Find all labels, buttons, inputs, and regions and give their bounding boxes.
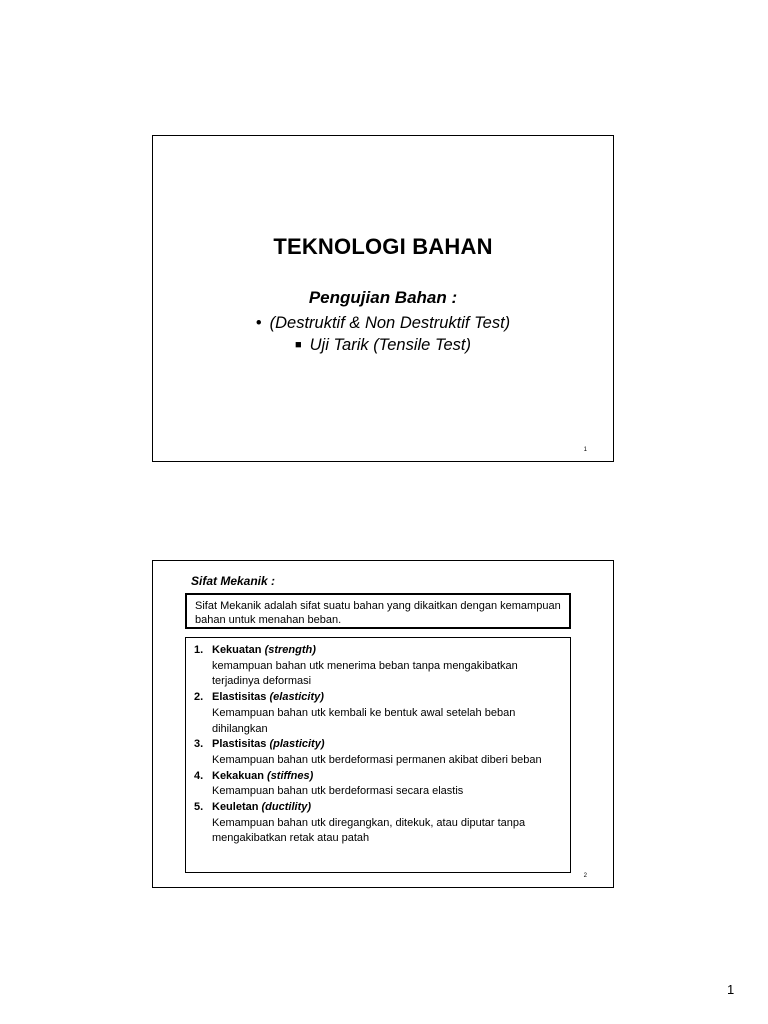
item-description: Kemampuan bahan utk berdeformasi permanen akibat diberi beban — [212, 753, 542, 766]
section-heading: Sifat Mekanik : — [191, 574, 276, 588]
item-english: (elasticity) — [269, 691, 324, 704]
list-item — [194, 643, 562, 690]
item-name: Kekuatan — [212, 644, 265, 656]
item-description: kemampuan bahan utk menerima beban tanpa mengakibatkan terjadinya deformasi — [212, 659, 518, 688]
item-number: 3. — [194, 738, 204, 751]
item-english: (ductility) — [261, 801, 312, 814]
list-item — [194, 800, 562, 847]
list-item — [194, 690, 562, 737]
item-english: (stiffnes) — [267, 769, 314, 782]
item-name: Plastisitas — [212, 738, 270, 751]
item-english: (plasticity) — [269, 738, 325, 751]
item-description: Kemampuan bahan utk kembali ke bentuk awal setelah beban dihilangkan — [212, 706, 516, 735]
item-description: Kemampuan bahan utk berdeformasi secara elastis — [212, 785, 464, 798]
item-number: 2. — [194, 691, 204, 704]
item-name: Elastisitas — [212, 691, 270, 704]
bullet-line-destruktif — [153, 314, 613, 333]
square-bullet-icon: ■ — [294, 339, 302, 351]
item-number: 1. — [194, 644, 204, 656]
slide-number: 1 — [583, 447, 587, 453]
item-number: 5. — [194, 801, 204, 814]
property-list — [185, 637, 571, 873]
list-item — [194, 769, 562, 800]
page-number: 1 — [727, 982, 735, 997]
item-name: Kekakuan — [212, 769, 268, 782]
bullet-text: Uji Tarik (Tensile Test) — [309, 336, 472, 354]
slide-title: TEKNOLOGI BAHAN — [273, 234, 493, 259]
slide-number: 2 — [583, 873, 587, 879]
bullet-dot-icon: • — [255, 314, 262, 332]
bullet-text: (Destruktif & Non Destruktif Test) — [269, 314, 511, 332]
slide-subtitle: Pengujian Bahan : — [308, 288, 458, 307]
item-number: 4. — [194, 769, 204, 782]
slide-2 — [152, 560, 614, 888]
definition-box: Sifat Mekanik adalah sifat suatu bahan yang dikaitkan dengan kemampuan bahan untuk menahan beban. — [185, 593, 571, 629]
slide-1 — [152, 135, 614, 462]
item-english: (strength) — [264, 644, 316, 656]
item-description: Kemampuan bahan utk diregangkan, ditekuk, atau diputar tanpa mengakibatkan retak atau patah — [212, 816, 526, 845]
list-item — [194, 737, 562, 768]
bullet-line-uji-tarik — [153, 336, 613, 355]
item-name: Keuletan — [212, 801, 262, 814]
